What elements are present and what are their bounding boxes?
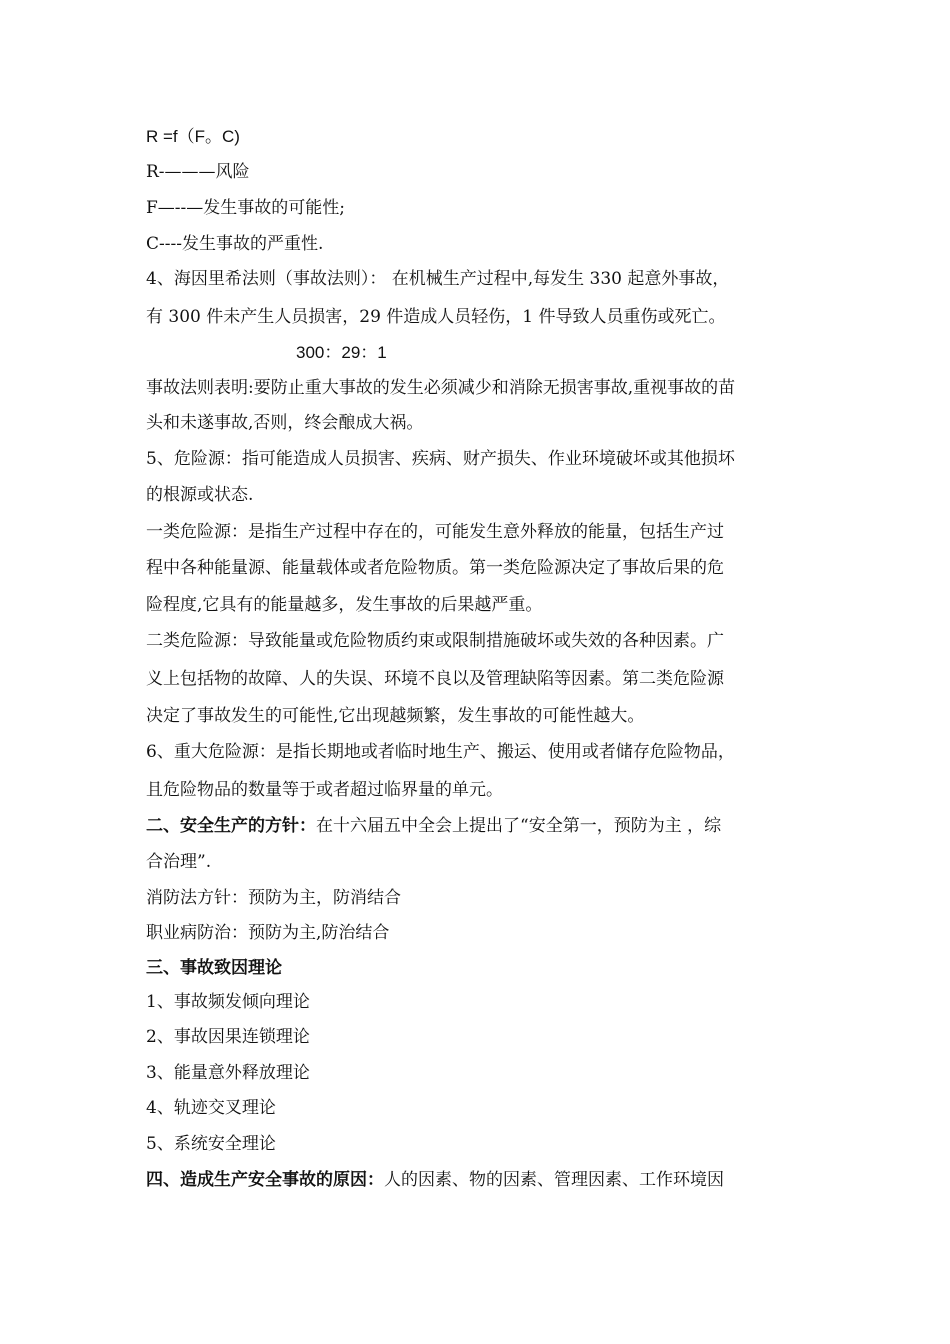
section-two-heading: 二、安全生产的方针： (146, 816, 316, 836)
section-four-line-1: 四、造成生产安全事故的原因：人的因素、物的因素、管理因素、工作环境因 (146, 1170, 724, 1190)
paragraph-type2-line-3: 决定了事故发生的可能性,它出现越频繁，发生事故的可能性越大。 (146, 706, 645, 726)
paragraph-major-hazard-line-1: 6、重大危险源：是指长期地或者临时地生产、搬运、使用或者储存危险物品， (146, 742, 735, 762)
paragraph-type2-line-1: 二类危险源：导致能量或危险物质约束或限制措施破坏或失效的各种因素。广 (146, 631, 724, 651)
paragraph-accident-law-line-2: 头和未遂事故,否则，终会酿成大祸。 (146, 413, 424, 433)
paragraph-accident-law-line-1: 事故法则表明:要防止重大事故的发生必须减少和消除无损害事故,重视事故的苗 (146, 378, 736, 398)
paragraph-type1-line-3: 险程度,它具有的能量越多，发生事故的后果越严重。 (146, 595, 543, 615)
fire-policy-line: 消防法方针：预防为主，防消结合 (146, 888, 401, 908)
paragraph-hazard-line-1: 5、危险源：指可能造成人员损害、疾病、财产损失、作业环境破坏或其他损坏 (146, 449, 735, 469)
paragraph-heinrich-line-1: 4、海因里希法则（事故法则）： 在机械生产过程中,每发生 330 起意外事故， (146, 269, 730, 289)
theory-item-2: 2、事故因果连锁理论 (146, 1027, 310, 1047)
formula-line: R =f（F。C) (146, 127, 240, 146)
paragraph-type2-line-2: 义上包括物的故障、人的失误、环境不良以及管理缺陷等因素。第二类危险源 (146, 669, 724, 689)
section-four-heading: 四、造成生产安全事故的原因： (146, 1170, 384, 1190)
theory-item-1: 1、事故频发倾向理论 (146, 992, 310, 1012)
formula-f-definition: F—--—发生事故的可能性; (146, 198, 346, 218)
formula-r-definition: R-———风险 (146, 162, 250, 182)
paragraph-major-hazard-line-2: 且危险物品的数量等于或者超过临界量的单元。 (146, 780, 503, 800)
paragraph-type1-line-2: 程中各种能量源、能量载体或者危险物质。第一类危险源决定了事故后果的危 (146, 558, 724, 578)
paragraph-heinrich-line-2: 有 300 件未产生人员损害，29 件造成人员轻伤，1 件导致人员重伤或死亡。 (146, 307, 726, 327)
occupational-disease-line: 职业病防治：预防为主,防治结合 (146, 923, 390, 943)
theory-item-3: 3、能量意外释放理论 (146, 1063, 310, 1083)
section-three-heading: 三、事故致因理论 (146, 958, 282, 978)
paragraph-type1-line-1: 一类危险源：是指生产过程中存在的，可能发生意外释放的能量，包括生产过 (146, 522, 724, 542)
section-two-line-2: 合治理”. (146, 852, 212, 872)
paragraph-hazard-line-2: 的根源或状态. (146, 485, 254, 505)
theory-item-5: 5、系统安全理论 (146, 1134, 276, 1154)
theory-item-4: 4、轨迹交叉理论 (146, 1098, 276, 1118)
ratio-line: 300：29：1 (296, 343, 387, 362)
formula-c-definition: C----发生事故的严重性. (146, 234, 324, 254)
section-two-line-1: 二、安全生产的方针：在十六届五中全会上提出了“安全第一，预防为主 ，综 (146, 816, 722, 836)
